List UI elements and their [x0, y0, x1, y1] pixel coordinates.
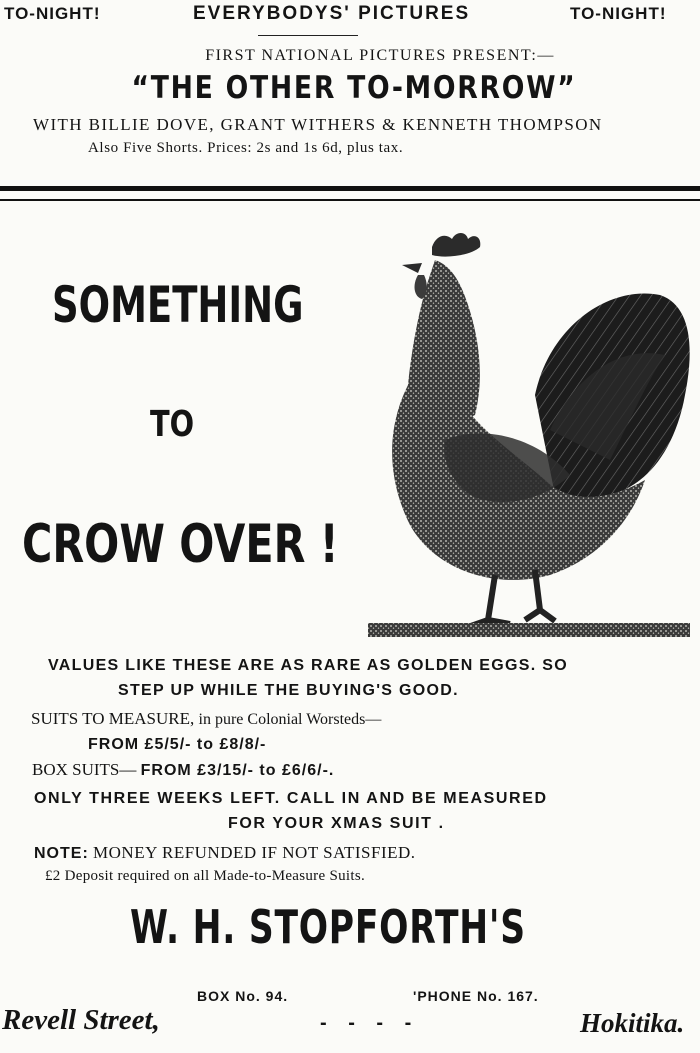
box-suits-price: FROM £3/15/- to £6/6/-.: [140, 762, 335, 779]
note-line: [34, 843, 416, 863]
extras-line: Also Five Shorts. Prices: 2s and 1s 6d, plus tax.: [88, 140, 404, 156]
banner-left: TO-NIGHT!: [4, 4, 101, 23]
note-label: NOTE:: [34, 845, 89, 862]
headline-something: SOMETHING: [52, 276, 304, 334]
box-suits-line: [32, 760, 334, 780]
values-line-1: VALUES LIKE THESE ARE AS RARE AS GOLDEN EGGS. SO: [48, 657, 568, 674]
address-dashes: - - - -: [320, 1012, 420, 1034]
banner-right: TO-NIGHT!: [570, 4, 667, 23]
values-line-2: STEP UP WHILE THE BUYING'S GOOD.: [118, 682, 459, 699]
box-suits-label: BOX SUITS—: [32, 760, 137, 779]
town-name: Hokitika.: [580, 1008, 685, 1038]
rooster-icon: [360, 225, 695, 645]
weeks-line-2: FOR YOUR XMAS SUIT .: [228, 815, 445, 832]
suits-price: FROM £5/5/- to £8/8/-: [88, 736, 267, 753]
banner-center: EVERYBODYS' PICTURES: [193, 3, 471, 24]
section-rule-thick: [0, 186, 700, 191]
weeks-line-1: ONLY THREE WEEKS LEFT. CALL IN AND BE MEASURED: [34, 790, 548, 807]
banner-divider: [258, 35, 358, 36]
phone-number: 'PHONE No. 167.: [413, 988, 539, 1004]
deposit-line: £2 Deposit required on all Made-to-Measure Suits.: [45, 868, 366, 884]
suits-line: [31, 709, 381, 729]
presenter-line: FIRST NATIONAL PICTURES PRESENT:—: [205, 47, 555, 64]
merchant-name: W. H. STOPFORTH'S: [130, 900, 526, 954]
street-address: Revell Street,: [2, 1004, 160, 1036]
cast-line: WITH BILLIE DOVE, GRANT WITHERS & KENNETH THOMPSON: [33, 115, 603, 134]
section-rule-thin: [0, 199, 700, 201]
note-text: MONEY REFUNDED IF NOT SATISFIED.: [93, 843, 416, 862]
suits-desc: in pure Colonial Worsteds—: [198, 711, 382, 728]
headline-crow-over: CROW OVER !: [22, 514, 339, 575]
movie-title: “THE OTHER TO-MORROW”: [131, 70, 577, 106]
headline-to: TO: [150, 404, 195, 445]
suits-label: SUITS TO MEASURE,: [31, 709, 195, 728]
box-number: BOX No. 94.: [197, 988, 289, 1004]
